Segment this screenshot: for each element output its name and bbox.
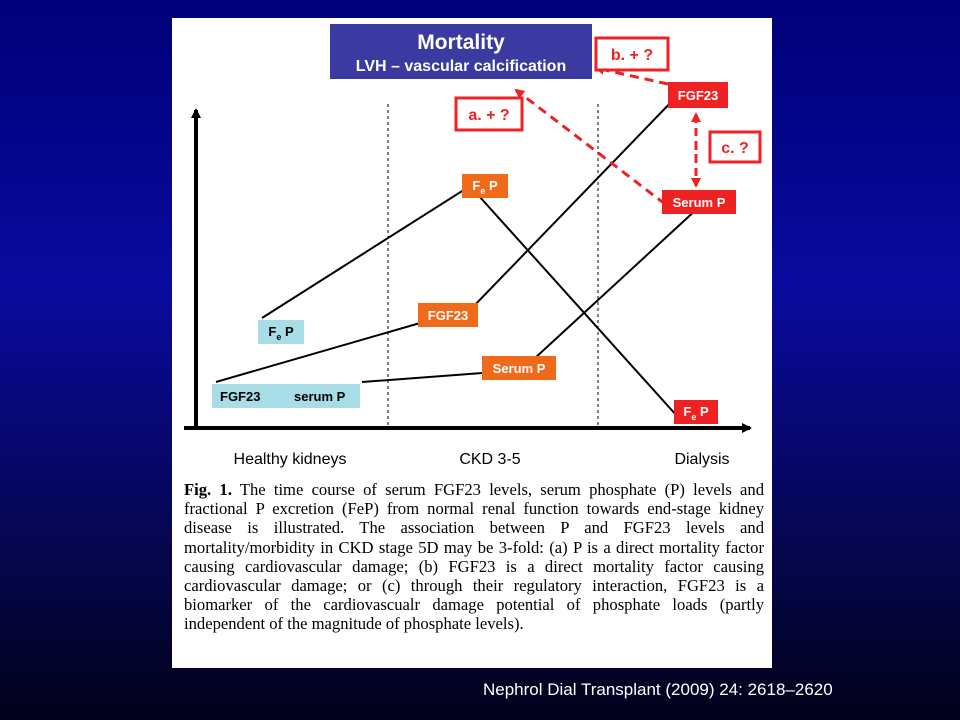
svg-text:FGF23: FGF23 [220,389,261,404]
fgf23-end-box [668,82,728,108]
figure-panel [172,18,772,668]
serum-p-curve [362,208,698,382]
fgf23-mid-box [418,303,478,327]
svg-text:Fe P: $F_e$ P [472,178,498,196]
mortality-box [330,24,592,79]
serum-p-mid-box [482,356,556,380]
caption-text: The time course of serum FGF23 levels, serum phosphate (P) levels and fractional P excretion (FeP) from normal renal function towards end-stage kidney disease is illustrated. The association between P and FGF23 levels and mortality/morbidity in CKD stage 5D may be 3-fold: (a) P is a direct mortality factor causing cardiovascular damage; (b) FGF23 is a direct mortality factor causing cardiovascular damage; or (c) through their regulatory interaction, FGF23 is a biomarker of the cardiovascualr damage potential of phosphate loads (partly independent of the magnitude of phosphate levels). [184,480,764,634]
fep-start-box [258,320,304,344]
svg-text:Serum P: Serum P [672,195,726,210]
svg-text:c. ?: c. ? [721,140,749,157]
fgf23-serum-start-box [212,384,360,408]
caption-label: Fig. 1. [184,480,232,499]
diagram [172,18,772,478]
question-box-c [710,132,760,162]
svg-text:serum P: serum P [294,389,346,404]
svg-text:a. + ?: a. + ? [468,107,510,124]
svg-text:FGF23: FGF23 [427,308,469,323]
fep-end-box [674,400,718,424]
arrow-a [516,90,665,204]
stage-label-dialysis: Dialysis [674,451,730,468]
stage-label-healthy: Healthy kidneys [233,451,347,468]
serum-p-end-box [662,190,736,214]
mortality-subtitle: LVH – vascular calcification [355,58,567,75]
citation: Nephrol Dial Transplant (2009) 24: 2618–2620 [483,680,833,699]
svg-text:Serum P: Serum P [492,361,546,376]
fep-peak-box [462,174,508,198]
question-box-a [456,98,522,130]
stage-label-ckd: CKD 3-5 [459,451,521,468]
svg-text:Fe P: $F_e$ P [683,404,709,422]
mortality-title: Mortality [417,31,505,54]
svg-text:b. + ?: b. + ? [610,47,654,64]
svg-text:FGF23: FGF23 [677,88,719,103]
fep-curve [262,186,677,416]
svg-text:Fe P: $F_e$ P [268,324,294,342]
figure-caption [184,480,764,634]
question-box-b [596,38,668,70]
